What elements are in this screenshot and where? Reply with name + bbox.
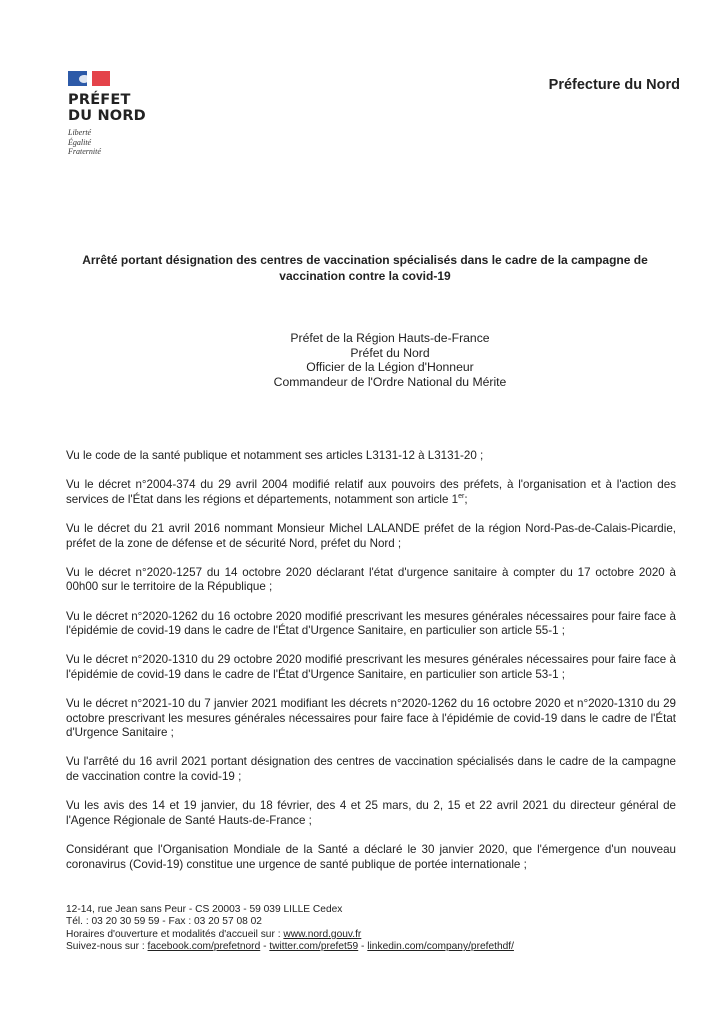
paragraph: Vu le code de la santé publique et notamment ses articles L3131-12 à L3131-20 ; [66, 449, 484, 462]
flag-red-band [92, 71, 110, 86]
paragraph: Vu l'arrêté du 16 avril 2021 portant désignation des centres de vaccination spécialisés dans le cadre de la campagne de vaccination contre la covid-19 ; [66, 755, 676, 784]
signatory-line: Commandeur de l'Ordre National du Mérite [273, 374, 507, 389]
motto-egalite: Égalité [68, 137, 92, 147]
signatory-line: Préfet du Nord [350, 345, 430, 360]
prefecture-heading: Préfecture du Nord [548, 77, 680, 93]
twitter-link[interactable]: twitter.com/prefet59 [269, 941, 359, 953]
paragraph-text: Vu le décret n°2004-374 du 29 avril 2004 modifié relatif aux pouvoirs des préfets, à l'organisation et à l'action des services de l'État dans les régions et départements, notamment son article 1 [66, 478, 676, 506]
footer-social [66, 941, 514, 953]
footer-hours-label: Horaires d'ouverture et modalités d'accueil sur : [66, 928, 284, 940]
document-title-line2: vaccination contre la covid-19 [279, 269, 451, 283]
logo-title-line1: PRÉFET [68, 92, 131, 108]
flag-blue-band [68, 71, 87, 86]
marianne-icon [79, 75, 89, 83]
motto-liberte: Liberté [68, 128, 92, 137]
footer [66, 904, 514, 954]
prefet-du-nord-logo [68, 71, 188, 157]
paragraph: Vu le décret n°2021-10 du 7 janvier 2021 modifiant les décrets n°2020-1262 du 16 octobre 2020 et n°2020-1310 du 29 octobre prescrivant les mesures générales nécessaires pour faire face à l'épidémie de covid-19 dans le cadre de l'État d'Urgence Sanitaire ; [66, 697, 676, 740]
french-flag-icon [68, 71, 110, 86]
website-link[interactable]: www.nord.gouv.fr [283, 928, 362, 940]
footer-follow-label: Suivez-nous sur : [66, 941, 148, 953]
separator: - [260, 941, 270, 953]
paragraph [66, 478, 676, 507]
signatory-line: Officier de la Légion d'Honneur [306, 360, 474, 375]
logo-title [68, 92, 188, 124]
motto-fraternite: Fraternité [68, 147, 101, 156]
footer-phone: Tél. : 03 20 30 59 59 - Fax : 03 20 57 08 02 [66, 916, 262, 928]
footer-hours [66, 929, 514, 941]
paragraph: Vu le décret n°2020-1257 du 14 octobre 2020 déclarant l'état d'urgence sanitaire à compter du 17 octobre 2020 à 00h00 sur le territoire de la République ; [66, 565, 676, 594]
paragraph: Vu le décret n°2020-1310 du 29 octobre 2020 modifié prescrivant les mesures générales nécessaires pour faire face à l'épidémie de covid-19 dans le cadre de l'État d'Urgence Sanitaire, en particulier son article 53-1 ; [66, 653, 676, 681]
superscript: er [458, 492, 465, 500]
document-title [60, 252, 670, 284]
paragraph: Considérant que l'Organisation Mondiale de la Santé a déclaré le 30 janvier 2020, que l'émergence d'un nouveau coronavirus (Covid-19) constitue une urgence de santé publique de portée internationale ; [66, 843, 676, 871]
republic-motto [68, 128, 188, 157]
paragraph: Vu les avis des 14 et 19 janvier, du 18 février, des 4 et 25 mars, du 2, 15 et 22 avril 2021 du directeur général de l'Agence Régionale de Santé Hauts-de-France ; [66, 799, 676, 827]
signatory-block [220, 331, 560, 389]
paragraph: Vu le décret du 21 avril 2016 nommant Monsieur Michel LALANDE préfet de la région Nord-Pas-de-Calais-Picardie, préfet de la zone de défense et de sécurité Nord, préfet du Nord ; [66, 521, 676, 550]
linkedin-link[interactable]: linkedin.com/company/prefethdf/ [367, 941, 514, 953]
logo-title-line2: DU NORD [68, 108, 146, 124]
document-body [66, 449, 676, 887]
signatory-line: Préfet de la Région Hauts-de-France [290, 331, 490, 345]
document-title-line1: Arrêté portant désignation des centres de vaccination spécialisés dans le cadre de la campagne de [82, 253, 648, 267]
footer-address: 12-14, rue Jean sans Peur - CS 20003 - 59 039 LILLE Cedex [66, 904, 343, 915]
facebook-link[interactable]: facebook.com/prefetnord [147, 941, 261, 953]
paragraph: Vu le décret n°2020-1262 du 16 octobre 2020 modifié prescrivant les mesures générales nécessaires pour faire face à l'épidémie de covid-19 dans le cadre de l'État d'Urgence Sanitaire, en particulier son article 55-1 ; [66, 609, 676, 638]
paragraph-end: ; [464, 492, 468, 506]
separator: - [358, 941, 368, 953]
